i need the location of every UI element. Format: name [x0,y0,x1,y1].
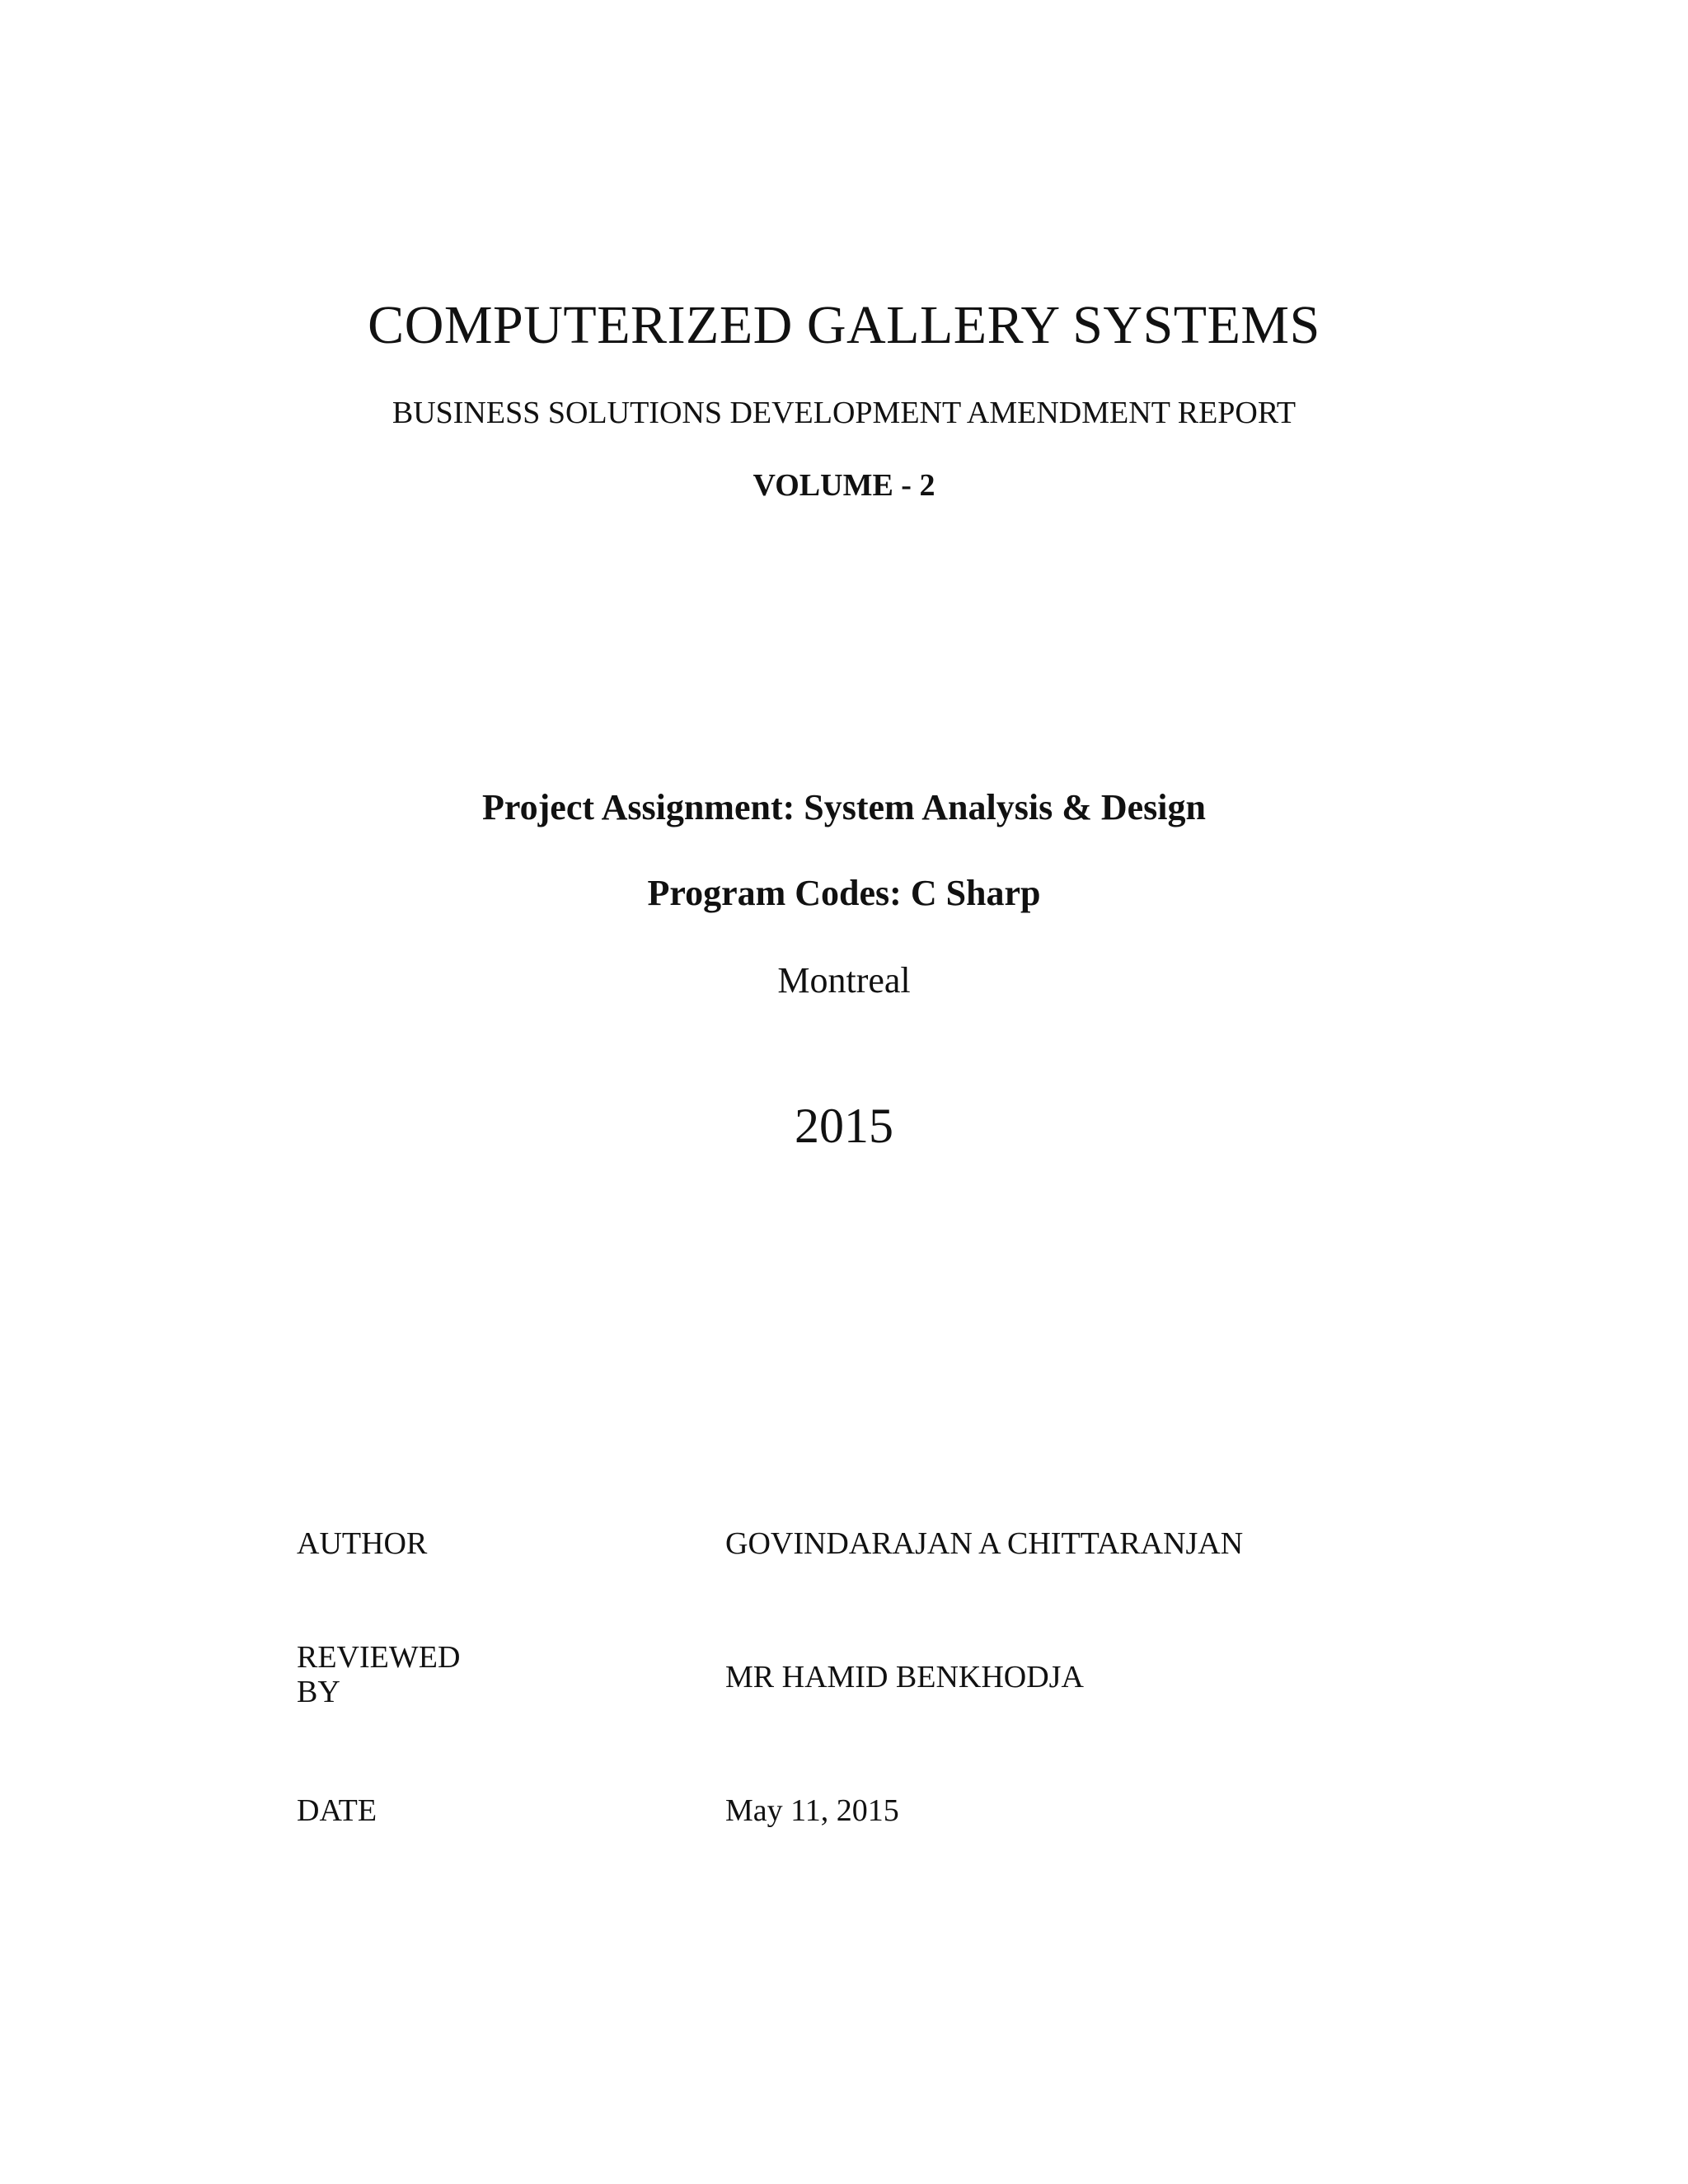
program-codes: Program Codes: C Sharp [647,873,1041,913]
document-title: COMPUTERIZED GALLERY SYSTEMS [368,295,1320,355]
reviewed-by-value: MR HAMID BENKHODJA [725,1660,1084,1694]
date-value: May 11, 2015 [725,1793,899,1828]
document-subtitle: BUSINESS SOLUTIONS DEVELOPMENT AMENDMENT REPORT [392,396,1296,430]
volume-label: VOLUME - 2 [753,468,935,503]
author-value: GOVINDARAJAN A CHITTARANJAN [725,1526,1244,1561]
date-label: DATE [297,1793,377,1828]
author-label: AUTHOR [297,1526,428,1561]
reviewed-label-line1: REVIEWED [297,1640,461,1675]
year: 2015 [795,1099,893,1153]
city: Montreal [777,960,911,1001]
reviewed-label-line2: BY [297,1675,340,1709]
reviewed-by-label [297,1640,511,1709]
project-assignment: Project Assignment: System Analysis & Design [482,787,1206,827]
